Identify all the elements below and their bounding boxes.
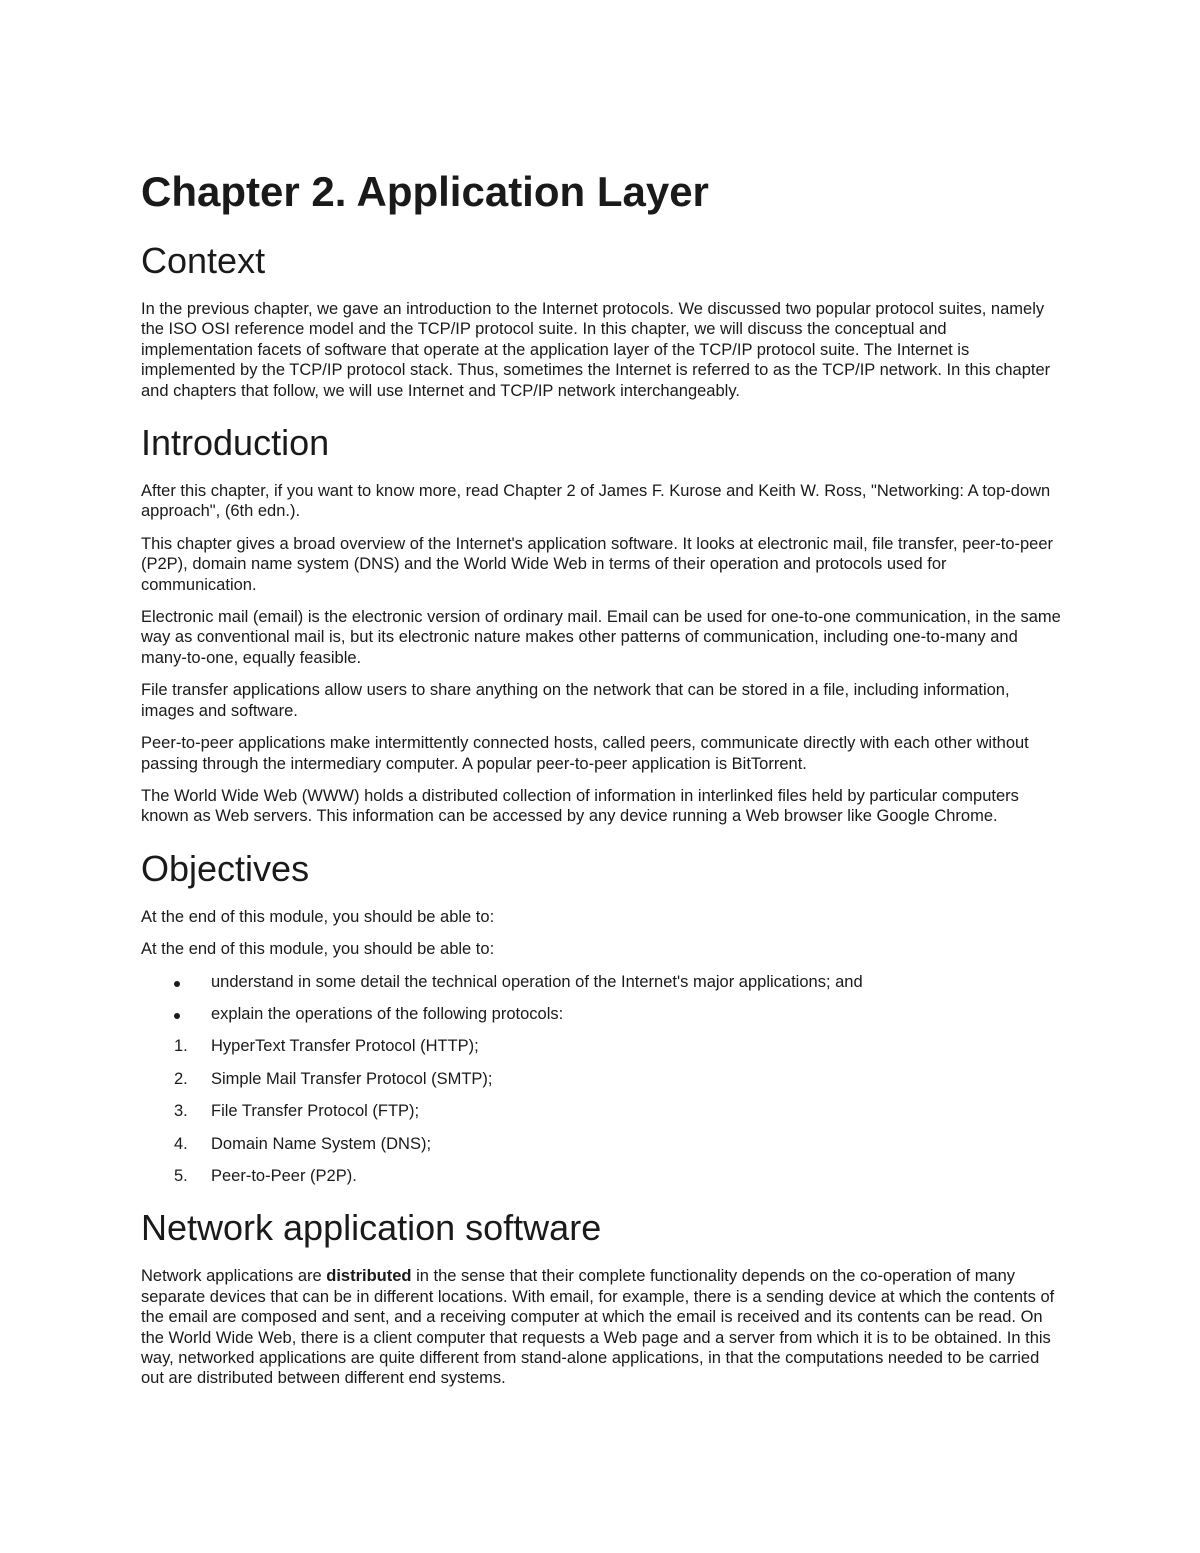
list-item-text: HyperText Transfer Protocol (HTTP);: [211, 1037, 479, 1056]
bullet-icon: [174, 981, 180, 987]
context-paragraph: In the previous chapter, we gave an introduction to the Internet protocols. We discussed two popular protocol suites, namely the ISO OSI reference model and the TCP/IP protocol suite. In this chapter, we will discuss the conceptual and implementation facets of software that operate at the application layer of the TCP/IP protocol suite. The Internet is implemented by the TCP/IP protocol stack. Thus, sometimes the Internet is referred to as the TCP/IP network. In this chapter and chapters that follow, we will use Internet and TCP/IP network interchangeably.: [141, 300, 1051, 400]
page-title: Chapter 2. Application Layer: [141, 168, 709, 215]
list-item: [141, 1134, 1061, 1154]
list-number: 3.: [174, 1102, 188, 1121]
list-item: [141, 1004, 1061, 1024]
list-number: 4.: [174, 1134, 188, 1153]
introduction-paragraph: File transfer applications allow users to share anything on the network that can be stored in a file, including information, images and software.: [141, 681, 1010, 720]
introduction-paragraph: This chapter gives a broad overview of the Internet's application software. It looks at electronic mail, file transfer, peer-to-peer (P2P), domain name system (DNS) and the World Wide Web in terms of their operation and protocols used for communication.: [141, 534, 1054, 594]
document-page: [141, 165, 1061, 1411]
introduction-paragraph: Electronic mail (email) is the electronic version of ordinary mail. Email can be used for one-to-one communication, in the same way as conventional mail is, but its electronic nature makes other patterns of communication, including one-to-many and many-to-one, equally feasible.: [141, 608, 1061, 667]
list-number: 5.: [174, 1166, 188, 1185]
network-software-section: [141, 1208, 1061, 1388]
network-software-paragraph: [141, 1266, 1061, 1388]
list-item-text: Peer-to-Peer (P2P).: [211, 1166, 357, 1185]
list-item: [141, 1036, 1061, 1056]
introduction-section: [141, 423, 1061, 827]
introduction-paragraph: After this chapter, if you want to know more, read Chapter 2 of James F. Kurose and Keith W. Ross, "Networking: A top-down approach", (6th edn.).: [141, 482, 1051, 521]
list-item-text: Domain Name System (DNS);: [211, 1134, 432, 1153]
list-number: 2.: [174, 1069, 188, 1088]
objectives-bullet-list: [141, 972, 1061, 1025]
list-item-text: understand in some detail the technical operation of the Internet's major applications; and: [211, 972, 863, 991]
objectives-intro: At the end of this module, you should be able to:: [141, 907, 495, 926]
objectives-heading: Objectives: [141, 847, 310, 889]
introduction-paragraph: Peer-to-peer applications make intermittently connected hosts, called peers, communicate directly with each other without passing through the intermediary computer. A popular peer-to-peer application is BitTorrent.: [141, 734, 1029, 773]
list-item-text: File Transfer Protocol (FTP);: [211, 1102, 420, 1121]
list-item: [141, 1166, 1061, 1186]
introduction-paragraph: The World Wide Web (WWW) holds a distributed collection of information in interlinked files held by particular computers known as Web servers. This information can be accessed by any device running a Web browser like Google Chrome.: [141, 786, 1019, 826]
protocol-numbered-list: [141, 1036, 1061, 1186]
context-section: [141, 241, 1061, 401]
list-item: [141, 972, 1061, 992]
introduction-heading: Introduction: [141, 422, 330, 464]
list-item: [141, 1101, 1061, 1121]
list-number: 1.: [174, 1037, 188, 1056]
objectives-intro: At the end of this module, you should be able to:: [141, 940, 495, 959]
list-item-text: explain the operations of the following protocols:: [211, 1004, 564, 1023]
objectives-section: [141, 849, 1061, 1187]
context-heading: Context: [141, 240, 266, 281]
bullet-icon: [174, 1013, 180, 1019]
emphasized-term: distributed: [326, 1267, 412, 1286]
network-software-heading: Network application software: [141, 1207, 602, 1249]
list-item: [141, 1069, 1061, 1089]
list-item-text: Simple Mail Transfer Protocol (SMTP);: [211, 1069, 493, 1088]
paragraph-rest-text: in the sense that their complete functionality depends on the co-operation of many separate devices that can be in different locations. With email, for example, there is a sending device at which the contents of the email are composed and sent, and a receiving computer at which the email is received and its contents can be read. On the World Wide Web, there is a client computer that requests a Web page and a server from which it is to be obtained. In this way, networked applications are quite different from stand-alone applications, in that the computations needed to be carried out are distributed between different end systems.: [141, 1267, 1055, 1388]
paragraph-lead-text: Network applications are: [141, 1267, 327, 1286]
